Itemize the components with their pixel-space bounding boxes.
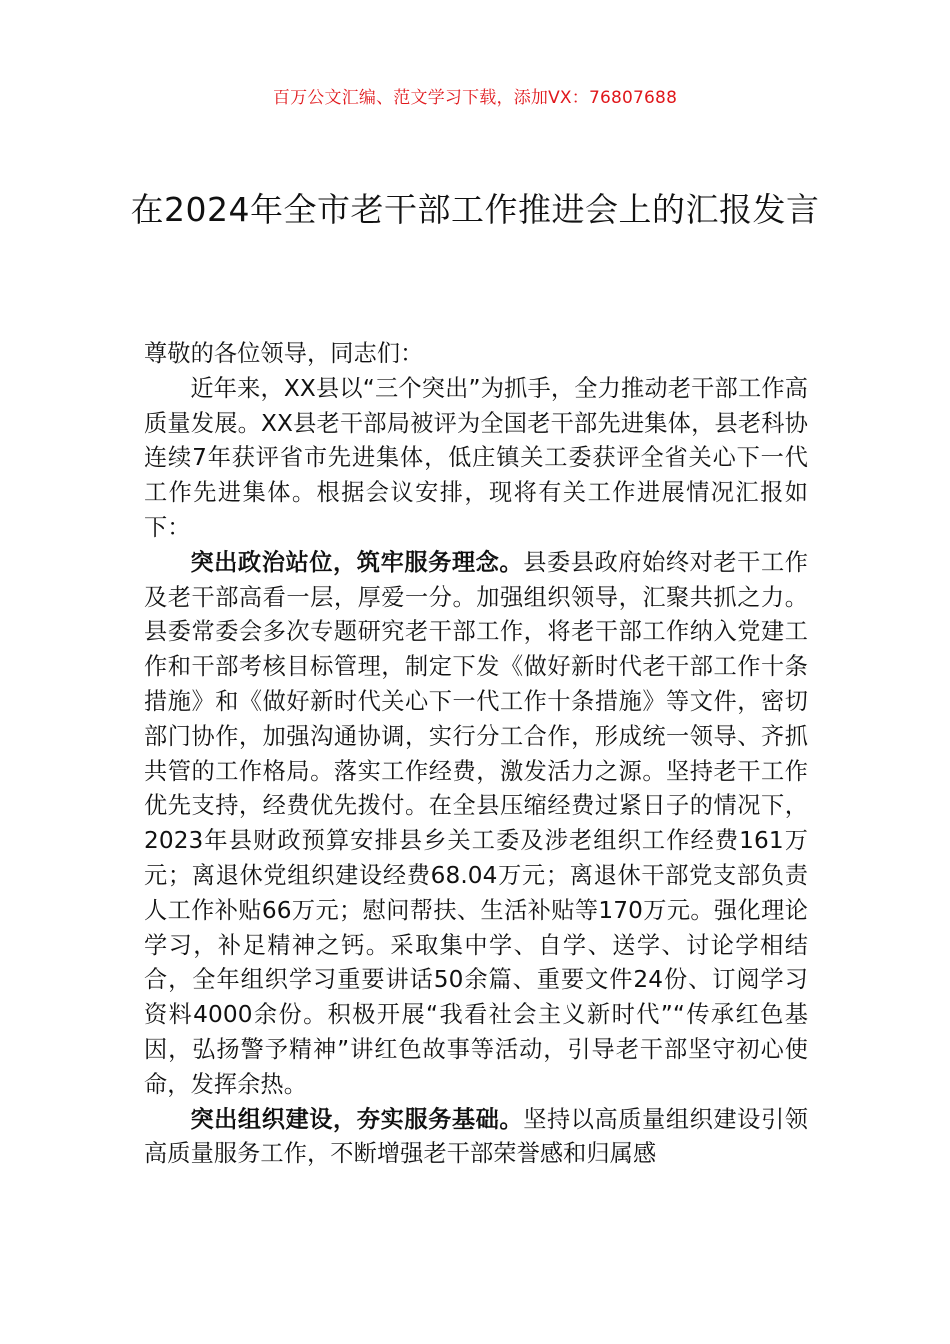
document-body xyxy=(144,337,808,1172)
paragraph-lead: 突出组织建设，夯实服务基础。 xyxy=(190,1105,524,1133)
salutation: 尊敬的各位领导，同志们： xyxy=(144,340,424,367)
paragraph-text: 近年来，XX县以“三个突出”为抓手，全力推动老干部工作高质量发展。XX县老干部局被评为全国老干部先进集体，县老科协连续7年获评省市先进集体，低庄镇关工委获评全省关心下一代工作先进集体。根据会议安排，现将有关工作进展情况汇报如下： xyxy=(144,374,808,541)
paragraph-lead: 突出政治站位，筑牢服务理念。 xyxy=(190,548,524,576)
paragraph-text: 坚持以高质量组织建设引领高质量服务工作，不断增强老干部荣誉感和归属感 xyxy=(144,1105,809,1168)
paragraph-political-stance xyxy=(144,546,808,1103)
document-title: 在2024年全市老干部工作推进会上的汇报发言 xyxy=(130,190,820,229)
download-notice: 百万公文汇编、范文学习下载，添加VX：76807688 xyxy=(272,88,678,108)
paragraph-intro xyxy=(144,372,808,546)
paragraph-text: 县委县政府始终对老干工作及老干部高看一层，厚爱一分。加强组织领导，汇聚共抓之力。县委常委会多次专题研究老干部工作，将老干部工作纳入党建工作和干部考核目标管理，制定下发《做好新时代老干部工作十条措施》和《做好新时代关心下一代工作十条措施》等文件，密切部门协作，加强沟通协调，实行分工合作，形成统一领导、齐抓共管的工作格局。落实工作经费，激发活力之源。坚持老干工作优先支持，经费优先拨付。在全县压缩经费过紧日子的情况下，2023年县财政预算安排县乡关工委及涉老组织工作经费161万元；离退休党组织建设经费68.04万元；离退休干部党支部负责人工作补贴66万元；慰问帮扶、生活补贴等170万元。强化理论学习，补足精神之钙。采取集中学、自学、送学、讨论学相结合，全年组织学习重要讲话50余篇、重要文件24份、订阅学习资料4000余份。积极开展“我看社会主义新时代”“传承红色基因，弘扬警予精神”讲红色故事等活动，引导老干部坚守初心使命，发挥余热。 xyxy=(144,548,809,1098)
paragraph-organization-building xyxy=(144,1103,808,1173)
